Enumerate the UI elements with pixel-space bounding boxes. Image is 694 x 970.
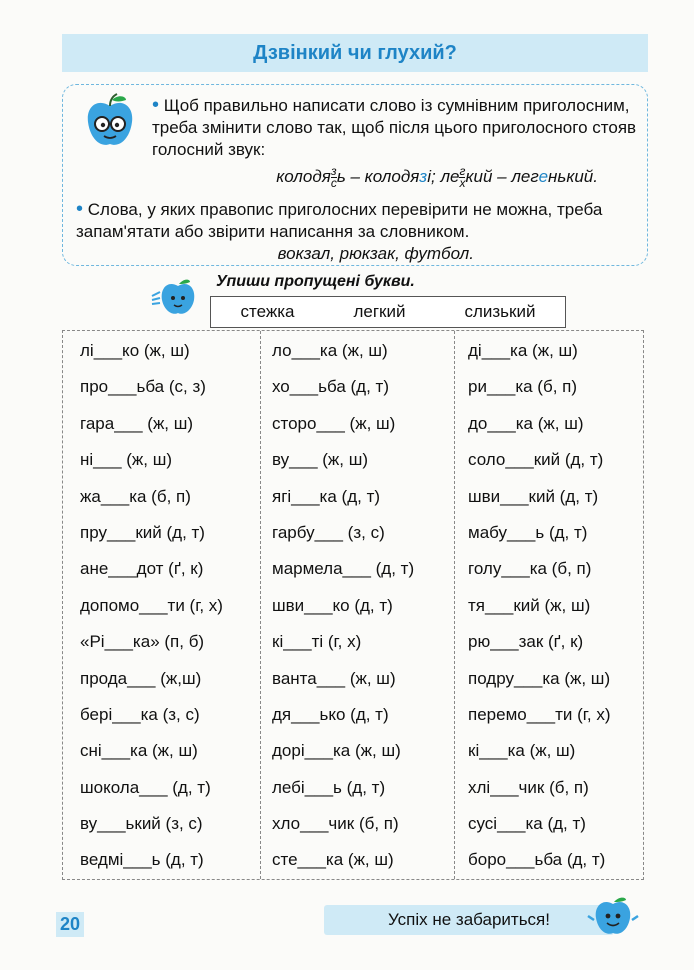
word-cell[interactable]: рю___зак (ґ, к)	[468, 632, 584, 652]
word-cell[interactable]: допомо___ти (г, х)	[80, 595, 223, 615]
word-cell[interactable]: ді___ка (ж, ш)	[468, 341, 578, 360]
word-cell[interactable]: ні___ (ж, ш)	[80, 450, 173, 470]
rule-bullet-2	[76, 198, 642, 243]
word-cell[interactable]: сусі___ка (д, т)	[468, 814, 586, 834]
example-word: колодя	[276, 167, 331, 186]
example-word-3: слизький	[464, 302, 536, 321]
letter-choice-top: з	[331, 164, 337, 179]
bullet-icon: •	[76, 198, 84, 220]
word-cell[interactable]: кі___ті (г, х)	[272, 632, 362, 652]
word-cell[interactable]: сте___ка (ж, ш)	[272, 850, 394, 870]
rule-bullet-2-text: Слова, у яких правопис приголосних перевірити не можна, треба запам'ятати або звірити написання за словником.	[76, 200, 603, 241]
title-band	[62, 34, 648, 72]
word-cell[interactable]: ву___ (ж, ш)	[272, 450, 369, 470]
example-word: ле	[440, 167, 460, 186]
rule-bullet-1-text: Щоб правильно написати слово із сумнівним приголосним, треба змінити слово так, щоб після цього приголосного стояв голосний звук:	[152, 96, 637, 159]
column-divider	[454, 331, 455, 879]
word-cell[interactable]: гара___ (ж, ш)	[80, 413, 194, 433]
word-cell[interactable]: прода___ (ж,ш)	[80, 668, 202, 688]
apple-mascot-icon	[80, 92, 140, 152]
example-word: кий – лег	[465, 167, 539, 186]
word-cell[interactable]: ягі___ка (д, т)	[272, 486, 381, 506]
word-cell[interactable]: хлі___чик (б, п)	[468, 777, 589, 797]
word-cell[interactable]: кі___ка (ж, ш)	[468, 741, 576, 761]
word-cell[interactable]: голу___ка (б, п)	[468, 559, 592, 579]
example-word: нький.	[548, 167, 598, 186]
column-divider	[260, 331, 261, 879]
word-cell[interactable]: соло___кий (д, т)	[468, 450, 604, 470]
footer-slogan: Успіх не забариться!	[387, 910, 550, 929]
word-cell[interactable]: лі___ко (ж, ш)	[80, 341, 190, 360]
apple-mascot-footer-icon	[586, 892, 640, 938]
letter-choice-bottom: х	[459, 176, 466, 191]
word-column-2	[272, 336, 414, 882]
rule-example-1	[152, 166, 598, 189]
word-cell[interactable]: перемо___ти (г, х)	[468, 704, 611, 724]
word-cell[interactable]: ане___дот (ґ, к)	[80, 559, 204, 579]
example-words-box	[210, 296, 566, 328]
word-cell[interactable]: боро___ьба (д, т)	[468, 850, 606, 870]
word-cell[interactable]: ри___ка (б, п)	[468, 377, 578, 397]
word-cell[interactable]: бері___ка (з, с)	[80, 704, 200, 724]
word-cell[interactable]: гарбу___ (з, с)	[272, 522, 385, 542]
word-cell[interactable]: тя___кий (ж, ш)	[468, 595, 591, 615]
apple-mascot-small-icon	[146, 276, 206, 316]
page-number: 20	[56, 912, 84, 937]
word-cell[interactable]: шви___кий (д, т)	[468, 486, 599, 506]
word-column-3	[468, 336, 610, 882]
word-cell[interactable]: сторо___ (ж, ш)	[272, 413, 396, 433]
word-cell[interactable]: пру___кий (д, т)	[80, 522, 205, 542]
rule-bullet-1	[152, 94, 642, 161]
word-cell[interactable]: жа___ка (б, п)	[80, 486, 191, 506]
word-cell[interactable]: сні___ка (ж, ш)	[80, 741, 198, 761]
word-cell[interactable]: ванта___ (ж, ш)	[272, 668, 396, 688]
example-word: ь – колодя	[336, 167, 420, 186]
accent-letter: е	[538, 167, 549, 186]
example-word-1: стежка	[240, 302, 295, 321]
word-cell[interactable]: подру___ка (ж, ш)	[468, 668, 611, 688]
word-cell[interactable]: про___ьба (с, з)	[80, 377, 206, 397]
word-column-1	[80, 336, 223, 882]
word-cell[interactable]: дорі___ка (ж, ш)	[272, 741, 401, 761]
word-cell[interactable]: хло___чик (б, п)	[272, 814, 399, 834]
bullet-icon: •	[152, 94, 160, 116]
word-cell[interactable]: дя___ько (д, т)	[272, 704, 389, 724]
accent-letter: з	[419, 167, 428, 186]
letter-choice-top: г	[459, 164, 466, 179]
rule-example-2: вокзал, рюкзак, футбол.	[277, 244, 474, 263]
word-cell[interactable]: шокола___ (д, т)	[80, 777, 211, 797]
word-cell[interactable]: мармела___ (д, т)	[272, 559, 415, 579]
task-label: Упиши пропущені букви.	[216, 273, 415, 290]
word-cell[interactable]: ведмі___ь (д, т)	[80, 850, 204, 870]
word-cell[interactable]: мабу___ь (д, т)	[468, 522, 588, 542]
letter-choice-bottom: с	[330, 176, 337, 191]
word-cell[interactable]: лебі___ь (д, т)	[272, 777, 386, 797]
footer-band	[324, 905, 614, 935]
word-cell[interactable]: до___ка (ж, ш)	[468, 413, 584, 433]
page-title: Дзвінкий чи глухий?	[253, 41, 457, 64]
word-cell[interactable]: ву___ький (з, с)	[80, 814, 203, 834]
word-cell[interactable]: «Рі___ка» (п, б)	[80, 632, 205, 652]
word-cell[interactable]: шви___ко (д, т)	[272, 595, 393, 615]
example-word: і;	[427, 167, 436, 186]
word-cell[interactable]: хо___ьба (д, т)	[272, 377, 389, 397]
example-word-2: легкий	[353, 302, 406, 321]
word-cell[interactable]: ло___ка (ж, ш)	[272, 341, 388, 360]
